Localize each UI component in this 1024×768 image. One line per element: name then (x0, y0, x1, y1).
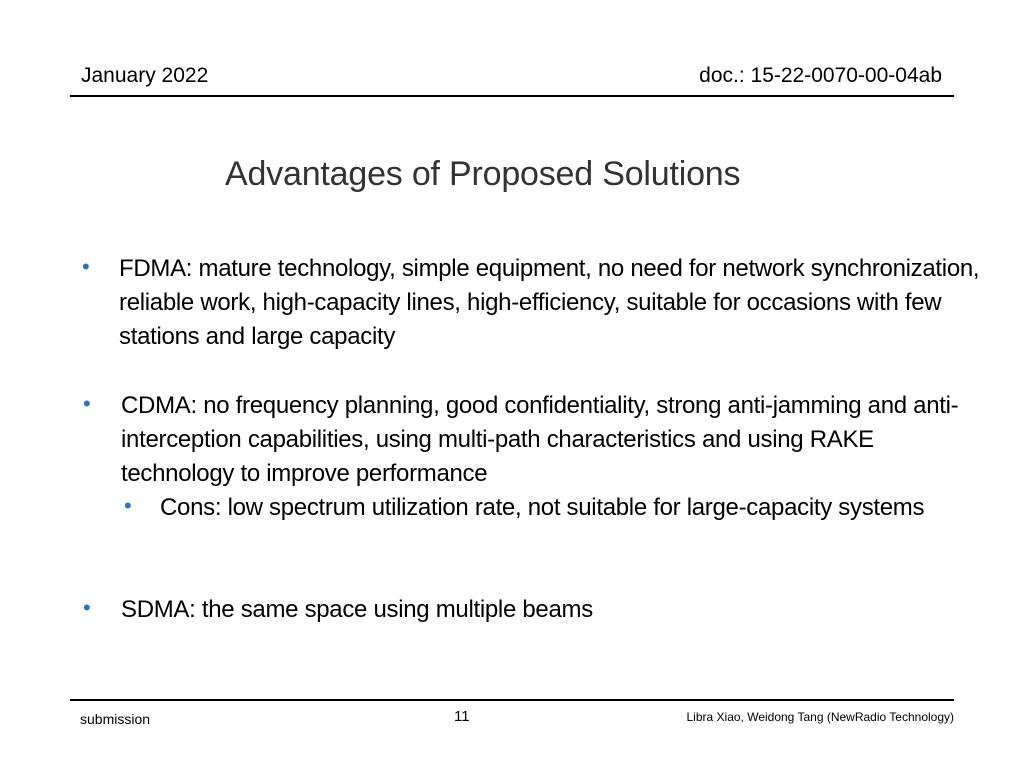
sub-bullet-cdma-cons: Cons: low spectrum utilization rate, not suitable for large-capacity systems (160, 494, 925, 521)
header-divider (70, 95, 954, 97)
page-number: 11 (454, 708, 470, 725)
sub-bullet-icon: • (124, 493, 132, 518)
slide-title: Advantages of Proposed Solutions (225, 155, 741, 193)
header-doc-number: doc.: 15-22-0070-00-04ab (699, 64, 942, 87)
bullet-fdma: FDMA: mature technology, simple equipment, no need for network synchronization, reliable work, high-capacity lines, high-efficiency, suitable for occasions with few stations and large capacity (119, 255, 980, 350)
bullet-sdma: SDMA: the same space using multiple beams (121, 596, 593, 623)
bullet-cdma: CDMA: no frequency planning, good confidentiality, strong anti-jamming and anti-interception capabilities, using multi-path characteristics and using RAKE technology to improve performance (121, 392, 959, 487)
header-date: January 2022 (81, 64, 209, 87)
footer-authors: Libra Xiao, Weidong Tang (NewRadio Technology) (686, 710, 954, 724)
footer-divider (70, 699, 954, 701)
bullet-icon: • (82, 254, 90, 279)
bullet-icon: • (83, 595, 91, 620)
bullet-icon: • (83, 391, 91, 416)
footer-submission: submission (80, 711, 151, 727)
